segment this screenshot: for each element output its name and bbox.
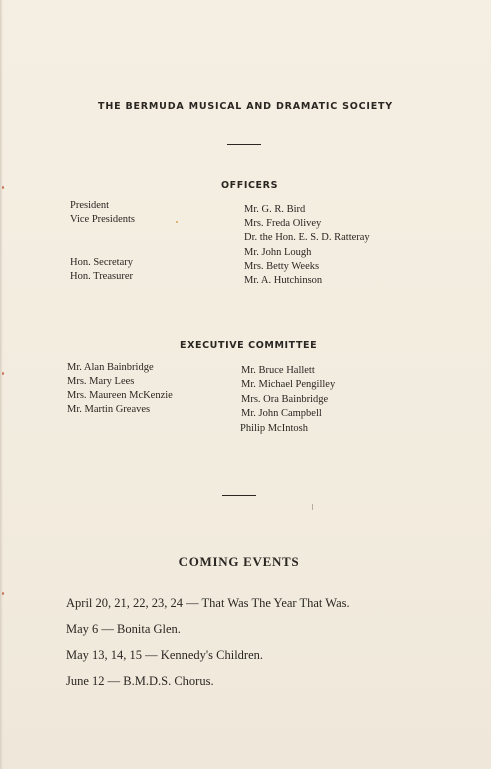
event-item: April 20, 21, 22, 23, 24 — That Was The Year That Was.: [66, 596, 350, 610]
committee-member: Mr. John Campbell: [241, 408, 322, 420]
paper-speck: [2, 592, 4, 595]
society-title: THE BERMUDA MUSICAL AND DRAMATIC SOCIETY: [98, 101, 393, 112]
event-item: June 12 — B.M.D.S. Chorus.: [66, 674, 214, 688]
paper-speck: [2, 372, 4, 375]
officer-name: Dr. the Hon. E. S. D. Ratteray: [244, 232, 370, 244]
page-edge-shadow: [0, 0, 3, 769]
officer-name: Mrs. Freda Olivey: [244, 218, 322, 230]
officer-name: Mr. A. Hutchinson: [244, 275, 323, 287]
officer-roles-list: [70, 199, 135, 227]
officers-heading: OFFICERS: [221, 180, 279, 191]
officer-roles-list-secondary: [70, 256, 133, 284]
role-vice-presidents: Vice Presidents: [70, 214, 135, 225]
committee-member: Mr. Michael Pengilley: [241, 379, 336, 391]
committee-member: Mr. Martin Greaves: [67, 404, 151, 415]
committee-member: Philip McIntosh: [240, 422, 308, 434]
executive-committee-heading: EXECUTIVE COMMITTEE: [180, 340, 318, 351]
event-item: May 6 — Bonita Glen.: [66, 622, 181, 636]
divider-rule: [222, 495, 256, 496]
role-hon-secretary: Hon. Secretary: [70, 257, 133, 268]
divider-rule: [227, 144, 261, 145]
officer-name: Mrs. Betty Weeks: [244, 260, 320, 272]
coming-events-heading: COMING EVENTS: [178, 554, 300, 569]
role-president: President: [70, 200, 110, 211]
committee-left-column: [67, 361, 173, 417]
role-hon-treasurer: Hon. Treasurer: [70, 271, 133, 282]
committee-member: Mr. Alan Bainbridge: [67, 362, 154, 373]
officer-names-list: [244, 203, 370, 288]
officer-name: Mr. John Lough: [244, 246, 312, 258]
committee-member: Mrs. Maureen McKenzie: [67, 390, 173, 401]
committee-right-column: [241, 364, 335, 436]
committee-member: Mrs. Ora Bainbridge: [241, 393, 329, 405]
paper-speck: [312, 504, 313, 510]
paper-speck: [176, 221, 178, 223]
paper-speck: [2, 186, 4, 189]
committee-member: Mr. Bruce Hallett: [241, 365, 315, 376]
committee-member: Mrs. Mary Lees: [67, 376, 135, 387]
officer-name: Mr. G. R. Bird: [244, 204, 306, 215]
event-item: May 13, 14, 15 — Kennedy's Children.: [66, 648, 264, 662]
coming-events-list: [66, 590, 350, 694]
